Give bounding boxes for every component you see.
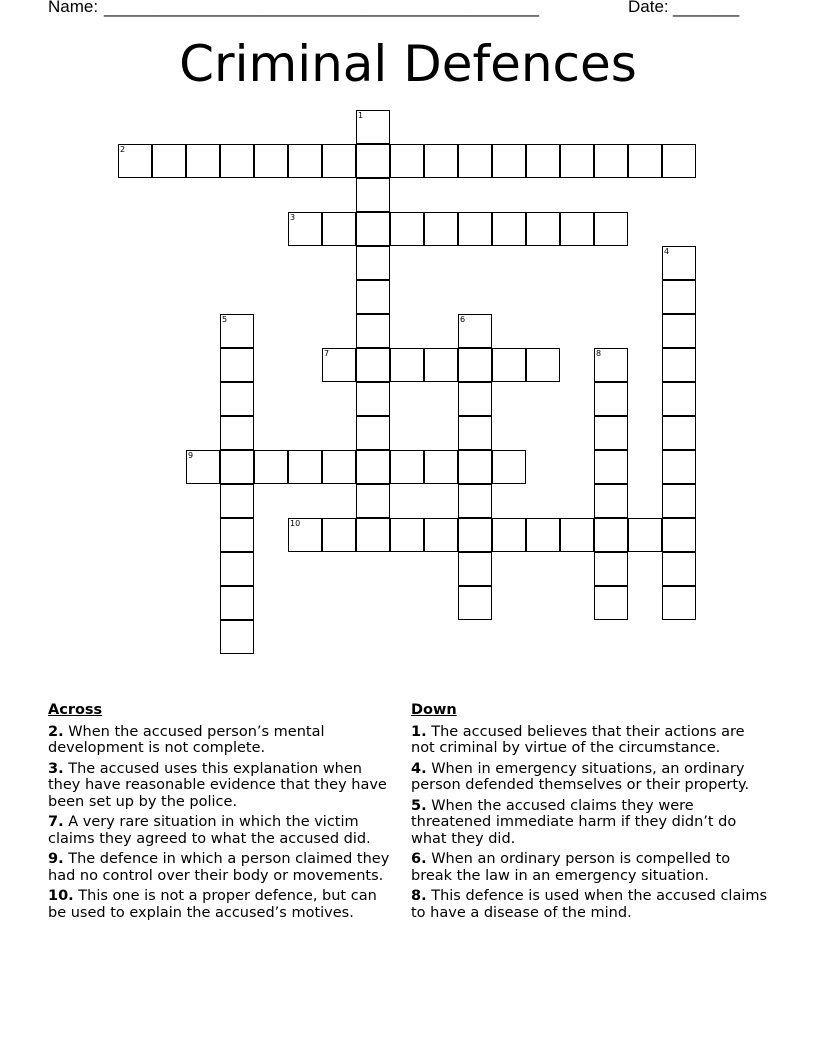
across-clue: [48, 888, 398, 921]
clue-number: 6: [460, 315, 466, 324]
crossword-cell[interactable]: [594, 586, 628, 620]
name-field[interactable]: ______________________________________________: [104, 0, 539, 17]
crossword-cell[interactable]: [118, 144, 152, 178]
crossword-cell[interactable]: [662, 246, 696, 280]
crossword-cell[interactable]: [594, 484, 628, 518]
crossword-cell[interactable]: [288, 518, 322, 552]
crossword-cell[interactable]: [458, 144, 492, 178]
crossword-cell[interactable]: [322, 348, 356, 382]
crossword-cell[interactable]: [390, 518, 424, 552]
crossword-cell[interactable]: [492, 518, 526, 552]
crossword-cell[interactable]: [560, 144, 594, 178]
clue-text: The accused believes that their actions are not criminal by virtue of the circumstance.: [411, 723, 745, 756]
down-clue: [411, 888, 771, 921]
crossword-cell[interactable]: [458, 450, 492, 484]
crossword-cell[interactable]: [356, 314, 390, 348]
crossword-cell[interactable]: [356, 212, 390, 246]
clue-number-label: 9.: [48, 851, 64, 867]
crossword-cell[interactable]: [424, 348, 458, 382]
across-clue: [48, 724, 398, 757]
crossword-cell[interactable]: [594, 212, 628, 246]
crossword-cell[interactable]: [220, 552, 254, 586]
crossword-cell[interactable]: [526, 212, 560, 246]
crossword-cell[interactable]: [662, 144, 696, 178]
crossword-cell[interactable]: [560, 518, 594, 552]
clue-text: The defence in which a person claimed they had no control over their body or movements.: [48, 851, 390, 884]
crossword-cell[interactable]: [356, 450, 390, 484]
clue-number-label: 7.: [48, 814, 64, 830]
crossword-cell[interactable]: [594, 450, 628, 484]
crossword-cell[interactable]: [186, 144, 220, 178]
crossword-cell[interactable]: [356, 178, 390, 212]
crossword-cell[interactable]: [628, 144, 662, 178]
crossword-cell[interactable]: [662, 416, 696, 450]
crossword-cell[interactable]: [458, 382, 492, 416]
crossword-cell[interactable]: [220, 348, 254, 382]
clue-number-label: 1.: [411, 723, 427, 740]
crossword-cell[interactable]: [662, 450, 696, 484]
clue-number: 3: [290, 213, 296, 222]
crossword-cell[interactable]: [322, 212, 356, 246]
crossword-cell[interactable]: [628, 518, 662, 552]
clue-text: A very rare situation in which the victim claims they agreed to what the accused did.: [48, 814, 371, 847]
crossword-cell[interactable]: [424, 450, 458, 484]
crossword-cell[interactable]: [322, 450, 356, 484]
name-label: Name:: [48, 0, 99, 16]
clue-text: When the accused claims they were threatened immediate harm if they didn’t do what they did.: [411, 797, 737, 847]
down-clue: [411, 761, 771, 794]
crossword-cell[interactable]: [662, 552, 696, 586]
crossword-cell[interactable]: [356, 246, 390, 280]
down-heading: Down: [411, 702, 457, 718]
clue-number-label: 2.: [48, 723, 64, 740]
clue-text: The accused uses this explanation when they have reasonable evidence that they have been set up by the police.: [48, 760, 387, 810]
crossword-cell[interactable]: [662, 518, 696, 552]
across-clue: [48, 851, 398, 884]
clue-text: When the accused person’s mental development is not complete.: [48, 723, 325, 756]
crossword-cell[interactable]: [390, 348, 424, 382]
crossword-cell[interactable]: [220, 144, 254, 178]
crossword-cell[interactable]: [356, 144, 390, 178]
clue-number: 9: [188, 451, 194, 460]
crossword-cell[interactable]: [458, 552, 492, 586]
crossword-cell[interactable]: [526, 518, 560, 552]
crossword-cell[interactable]: [220, 382, 254, 416]
crossword-cell[interactable]: [356, 484, 390, 518]
crossword-cell[interactable]: [424, 518, 458, 552]
crossword-cell[interactable]: [458, 518, 492, 552]
crossword-cell[interactable]: [322, 518, 356, 552]
clue-number-label: 8.: [411, 888, 427, 904]
crossword-cell[interactable]: [560, 212, 594, 246]
crossword-cell[interactable]: [458, 212, 492, 246]
crossword-cell[interactable]: [152, 144, 186, 178]
crossword-cell[interactable]: [526, 348, 560, 382]
crossword-cell[interactable]: [254, 450, 288, 484]
crossword-cell[interactable]: [594, 144, 628, 178]
crossword-cell[interactable]: [594, 518, 628, 552]
clue-number: 5: [222, 315, 228, 324]
clue-text: This one is not a proper defence, but can be used to explain the accused’s motives.: [48, 888, 377, 921]
crossword-cell[interactable]: [220, 620, 254, 654]
crossword-cell[interactable]: [288, 144, 322, 178]
clue-number: 2: [120, 145, 126, 154]
crossword-cell[interactable]: [220, 518, 254, 552]
crossword-cell[interactable]: [458, 586, 492, 620]
crossword-cell[interactable]: [458, 348, 492, 382]
crossword-cell[interactable]: [356, 518, 390, 552]
clue-number: 10: [290, 519, 301, 528]
date-field[interactable]: _______: [673, 0, 740, 17]
crossword-cell[interactable]: [220, 314, 254, 348]
crossword-cell[interactable]: [662, 484, 696, 518]
crossword-cell[interactable]: [220, 586, 254, 620]
down-clue: [411, 798, 771, 848]
crossword-cell[interactable]: [594, 382, 628, 416]
crossword-cell[interactable]: [288, 450, 322, 484]
clue-text: When in emergency situations, an ordinary person defended themselves or their property.: [411, 760, 750, 793]
across-clue: [48, 814, 398, 847]
crossword-cell[interactable]: [356, 382, 390, 416]
clue-number: 4: [664, 247, 670, 256]
clue-number: 1: [358, 111, 364, 120]
clue-number-label: 5.: [411, 797, 427, 814]
crossword-cell[interactable]: [220, 484, 254, 518]
across-clue: [48, 761, 398, 811]
crossword-cell[interactable]: [390, 450, 424, 484]
across-heading: Across: [48, 702, 103, 718]
crossword-cell[interactable]: [424, 212, 458, 246]
crossword-cell[interactable]: [662, 348, 696, 382]
date-label: Date:: [628, 0, 669, 16]
crossword-cell[interactable]: [594, 416, 628, 450]
crossword-cell[interactable]: [662, 382, 696, 416]
crossword-cell[interactable]: [356, 348, 390, 382]
down-clue: [411, 724, 771, 757]
crossword-cell[interactable]: [220, 450, 254, 484]
crossword-cell[interactable]: [220, 416, 254, 450]
clue-number: 8: [596, 349, 602, 358]
page-title: Criminal Defences: [179, 35, 637, 93]
crossword-cell[interactable]: [458, 416, 492, 450]
clue-text: This defence is used when the accused claims to have a disease of the mind.: [411, 888, 768, 921]
crossword-cell[interactable]: [356, 280, 390, 314]
clue-number-label: 10.: [48, 888, 74, 904]
down-clue: [411, 851, 771, 884]
crossword-cell[interactable]: [356, 416, 390, 450]
crossword-cell[interactable]: [594, 348, 628, 382]
crossword-cell[interactable]: [526, 144, 560, 178]
crossword-cell[interactable]: [492, 212, 526, 246]
crossword-cell[interactable]: [594, 552, 628, 586]
crossword-cell[interactable]: [254, 144, 288, 178]
crossword-cell[interactable]: [424, 144, 458, 178]
clue-text: When an ordinary person is compelled to break the law in an emergency situation.: [411, 851, 731, 884]
crossword-cell[interactable]: [662, 280, 696, 314]
clue-number: 7: [324, 349, 330, 358]
crossword-cell[interactable]: [390, 144, 424, 178]
clue-number-label: 4.: [411, 760, 427, 777]
clue-number-label: 3.: [48, 760, 64, 777]
crossword-cell[interactable]: [458, 484, 492, 518]
clue-number-label: 6.: [411, 851, 427, 867]
across-clues: [48, 702, 398, 925]
crossword-cell[interactable]: [492, 144, 526, 178]
crossword-cell[interactable]: [458, 314, 492, 348]
crossword-cell[interactable]: [492, 450, 526, 484]
crossword-cell[interactable]: [662, 586, 696, 620]
crossword-cell[interactable]: [492, 348, 526, 382]
crossword-cell[interactable]: [322, 144, 356, 178]
crossword-cell[interactable]: [288, 212, 322, 246]
crossword-cell[interactable]: [662, 314, 696, 348]
down-clues: [411, 702, 771, 925]
crossword-cell[interactable]: [186, 450, 220, 484]
crossword-cell[interactable]: [390, 212, 424, 246]
crossword-cell[interactable]: [356, 110, 390, 144]
